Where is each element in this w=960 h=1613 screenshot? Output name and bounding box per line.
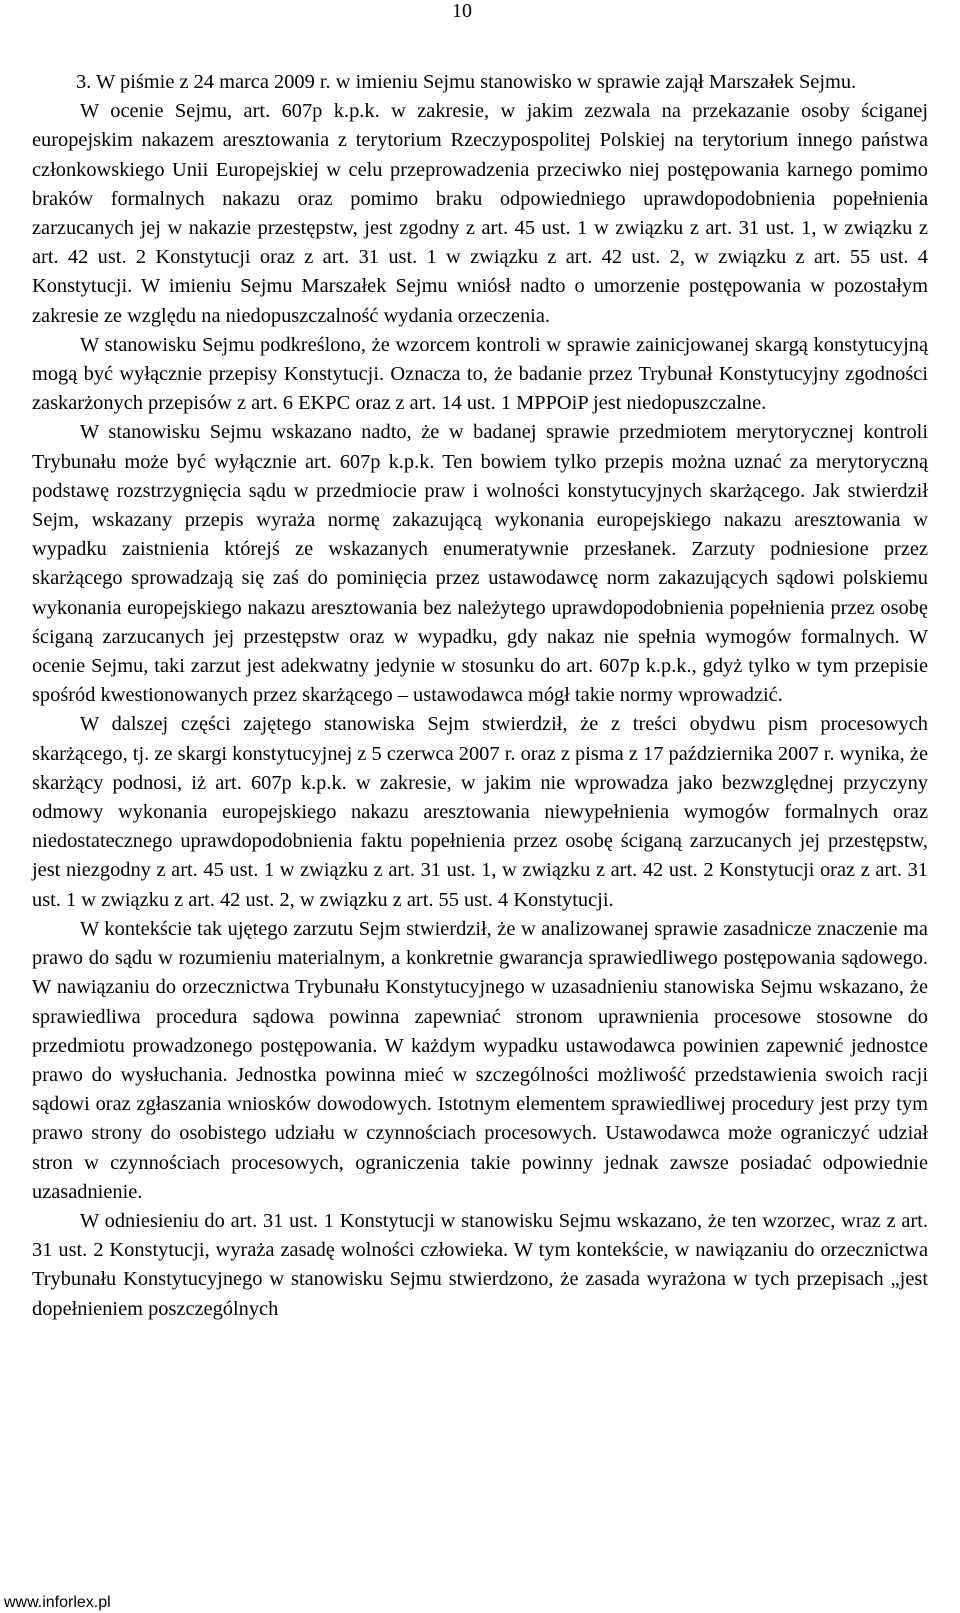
paragraph-2: W ocenie Sejmu, art. 607p k.p.k. w zakresie, w jakim zezwala na przekazanie osoby ściganej europejskim nakazem aresztowania z terytorium Rzeczypospolitej Polskiej na terytorium innego państwa członkowskiego Unii Europejskiej w celu przeprowadzenia przeciwko niej postępowania karnego pomimo braków formalnych nakazu oraz pomimo braku odpowiedniego uprawdopodobnienia popełnienia zarzucanych jej w nakazie przestępstw, jest zgodny z art. 45 ust. 1 w związku z art. 31 ust. 1, w związku z art. 42 ust. 2 Konstytucji oraz z art. 31 ust. 1 w związku z art. 42 ust. 2, w związku z art. 55 ust. 4 Konstytucji. W imieniu Sejmu Marszałek Sejmu wniósł nadto o umorzenie postępowania w pozostałym zakresie ze względu na niedopuszczalność wydania orzeczenia. bbox=[32, 100, 928, 327]
page-number: 10 bbox=[452, 0, 472, 22]
footer-url: www.inforlex.pl bbox=[4, 1594, 111, 1611]
paragraph-4: W stanowisku Sejmu wskazano nadto, że w badanej sprawie przedmiotem merytorycznej kontroli Trybunału może być wyłącznie art. 607p k.p.k. Ten bowiem tylko przepis można uznać za merytoryczną podstawę rozstrzygnięcia sądu w przedmiocie praw i wolności konstytucyjnych skarżącego. Jak stwierdził Sejm, wskazany przepis wyraża normę zakazującą wykonania europejskiego nakazu aresztowania w wypadku zaistnienia którejś ze wskazanych enumeratywnie przesłanek. Zarzuty podniesione przez skarżącego sprowadzają się zaś do pominięcia przez ustawodawcę norm zakazujących sądowi polskiemu wykonania europejskiego nakazu aresztowania bez należytego uprawdopodobnienia popełnienia przez osobę ściganą zarzucanych jej przestępstw oraz w wypadku, gdy nakaz nie spełnia wymogów formalnych. W ocenie Sejmu, taki zarzut jest adekwatny jedynie w stosunku do art. 607p k.p.k., gdyż tylko w tym przepisie spośród kwestionowanych przez skarżącego – ustawodawca mógł takie normy wprowadzić. bbox=[32, 421, 928, 707]
document-body bbox=[32, 68, 928, 1324]
paragraph-7: W odniesieniu do art. 31 ust. 1 Konstytucji w stanowisku Sejmu wskazano, że ten wzorzec, wraz z art. 31 ust. 2 Konstytucji, wyraża zasadę wolności człowieka. W tym kontekście, w nawiązaniu do orzecznictwa Trybunału Konstytucyjnego w stanowisku Sejmu stwierdzono, że zasada wyrażona w tych przepisach „jest dopełnieniem poszczególnych bbox=[32, 1209, 928, 1320]
paragraph-1: 3. W piśmie z 24 marca 2009 r. w imieniu Sejmu stanowisko w sprawie zajął Marszałek Sejmu. bbox=[76, 71, 857, 93]
paragraph-6: W kontekście tak ujętego zarzutu Sejm stwierdził, że w analizowanej sprawie zasadnicze znaczenie ma prawo do sądu w rozumieniu materialnym, a konkretnie gwarancja sprawiedliwego postępowania sądowego. W nawiązaniu do orzecznictwa Trybunału Konstytucyjnego w uzasadnieniu stanowiska Sejmu wskazano, że sprawiedliwa procedura sądowa powinna zapewniać stronom uprawnienia procesowe stosowne do przedmiotu prowadzonego postępowania. W każdym wypadku ustawodawca powinien zapewnić jednostce prawo do wysłuchania. Jednostka powinna mieć w szczególności możliwość przedstawienia swoich racji sądowi oraz zgłaszania wniosków dowodowych. Istotnym elementem sprawiedliwej procedury jest przy tym prawo strony do osobistego udziału w czynnościach procesowych. Ustawodawca może ograniczyć udział stron w czynnościach procesowych, ograniczenia takie powinny jednak zawsze posiadać odpowiednie uzasadnienie. bbox=[32, 917, 928, 1203]
paragraph-3: W stanowisku Sejmu podkreślono, że wzorcem kontroli w sprawie zainicjowanej skargą konstytucyjną mogą być wyłącznie przepisy Konstytucji. Oznacza to, że badanie przez Trybunał Konstytucyjny zgodności zaskarżonych przepisów z art. 6 EKPC oraz z art. 14 ust. 1 MPPOiP jest niedopuszczalne. bbox=[32, 333, 928, 415]
paragraph-5: W dalszej części zajętego stanowiska Sejm stwierdził, że z treści obydwu pism procesowych skarżącego, tj. ze skargi konstytucyjnej z 5 czerwca 2007 r. oraz z pisma z 17 października 2007 r. wynika, że skarżący podnosi, iż art. 607p k.p.k. w zakresie, w jakim nie wprowadza jako bezwzględnej przyczyny odmowy wykonania europejskiego nakazu aresztowania niewypełnienia wymogów formalnych oraz niedostatecznego uprawdopodobnienia faktu popełnienia przez osobę ściganą zarzucanych jej przestępstw, jest niezgodny z art. 45 ust. 1 w związku z art. 31 ust. 1, w związku z art. 42 ust. 2 Konstytucji oraz z art. 31 ust. 1 w związku z art. 42 ust. 2, w związku z art. 55 ust. 4 Konstytucji. bbox=[32, 713, 928, 911]
